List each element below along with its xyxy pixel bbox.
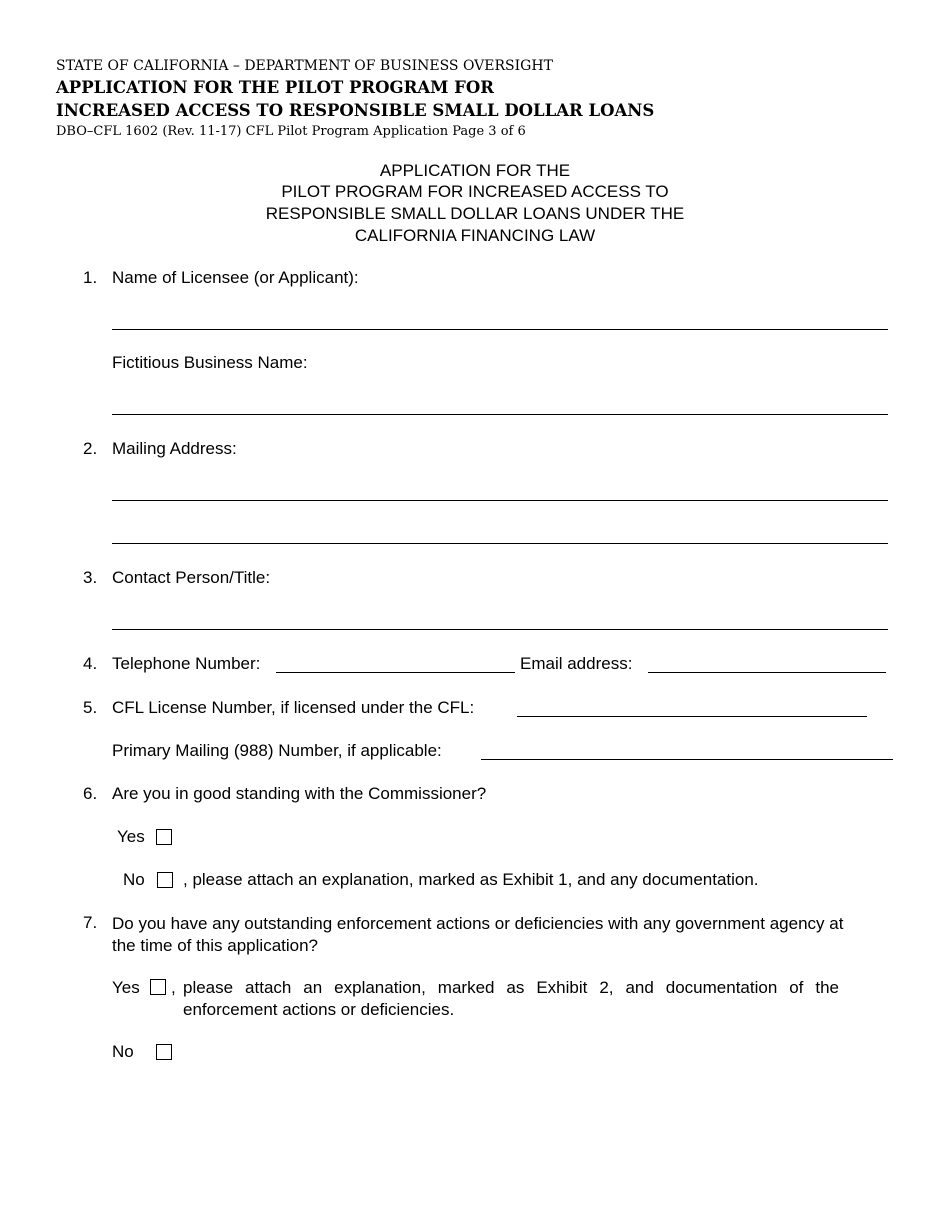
form-reference: DBO–CFL 1602 (Rev. 11-17) CFL Pilot Program Application Page 3 of 6: [56, 124, 526, 139]
email-label: Email address:: [520, 654, 633, 673]
q6-yes-label: Yes: [117, 827, 145, 846]
q1-fictitious-label: Fictitious Business Name:: [112, 353, 308, 372]
q7-no-checkbox[interactable]: [156, 1044, 172, 1060]
q7-comma: ,: [171, 978, 176, 997]
q1-label: Name of Licensee (or Applicant):: [112, 268, 359, 287]
mailing-address-line2-field[interactable]: [112, 543, 888, 544]
form-title-line4: CALIFORNIA FINANCING LAW: [354, 226, 596, 245]
cfl-license-field[interactable]: [517, 716, 867, 717]
email-field[interactable]: [648, 672, 886, 673]
form-title-line3: RESPONSIBLE SMALL DOLLAR LOANS UNDER THE: [265, 204, 685, 223]
q3-number: 3.: [83, 568, 98, 587]
cfl-license-label: CFL License Number, if licensed under the CFL:: [112, 698, 475, 717]
mailing-address-line1-field[interactable]: [112, 500, 888, 501]
q7-no-label: No: [112, 1042, 134, 1061]
q6-yes-checkbox[interactable]: [156, 829, 172, 845]
q5-number: 5.: [83, 698, 98, 717]
q7-yes-checkbox[interactable]: [150, 979, 166, 995]
primary-mailing-label: Primary Mailing (988) Number, if applicable:: [112, 741, 442, 760]
form-title-line2: PILOT PROGRAM FOR INCREASED ACCESS TO: [281, 182, 669, 201]
telephone-label: Telephone Number:: [112, 654, 261, 673]
q6-no-checkbox[interactable]: [157, 872, 173, 888]
q7-number: 7.: [83, 913, 98, 932]
q6-no-note: , please attach an explanation, marked as Exhibit 1, and any documentation.: [183, 870, 759, 889]
q6-number: 6.: [83, 784, 98, 803]
q7-yes-label: Yes: [112, 978, 140, 997]
q1-number: 1.: [83, 268, 98, 287]
form-title-line1: APPLICATION FOR THE: [379, 161, 571, 180]
header-title-line2: INCREASED ACCESS TO RESPONSIBLE SMALL DOLLAR LOANS: [56, 101, 655, 120]
q2-number: 2.: [83, 439, 98, 458]
primary-mailing-field[interactable]: [481, 759, 893, 760]
fictitious-name-field[interactable]: [112, 414, 888, 415]
q6-no-label: No: [123, 870, 145, 889]
contact-person-field[interactable]: [112, 629, 888, 630]
telephone-field[interactable]: [276, 672, 515, 673]
header-title-line1: APPLICATION FOR THE PILOT PROGRAM FOR: [56, 78, 494, 97]
q7-yes-note: please attach an explanation, marked as Exhibit 2, and documentation of the enforcement actions or deficiencies.: [183, 978, 839, 1019]
agency-header: STATE OF CALIFORNIA – DEPARTMENT OF BUSINESS OVERSIGHT: [56, 58, 553, 74]
q2-label: Mailing Address:: [112, 439, 237, 458]
licensee-name-field[interactable]: [112, 329, 888, 330]
q3-label: Contact Person/Title:: [112, 568, 271, 587]
q6-label: Are you in good standing with the Commissioner?: [112, 784, 487, 803]
q4-number: 4.: [83, 654, 98, 673]
q7-label: Do you have any outstanding enforcement actions or deficiencies with any government agency at the time of this application?: [112, 914, 844, 955]
